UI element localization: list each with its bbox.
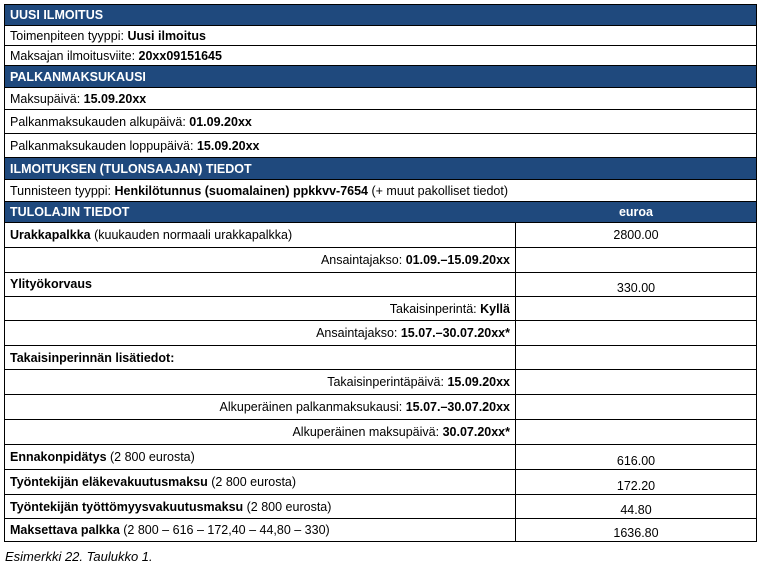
- cell: [5, 445, 516, 469]
- table-caption: Esimerkki 22. Taulukko 1.: [5, 549, 153, 564]
- header-new-report: [5, 5, 756, 25]
- cell: [5, 395, 516, 419]
- value: 15.07.–30.07.20xx*: [400, 326, 510, 340]
- section-header: UUSI ILMOITUS: [10, 8, 104, 22]
- note: (2 800 – 616 – 172,40 – 44,80 – 330): [119, 523, 330, 537]
- value: 20xx09151645: [138, 48, 222, 63]
- cell: [5, 519, 516, 541]
- income-name: Työntekijän työttömyysvakuutusmaksu: [10, 499, 244, 514]
- label: Maksupäivä:: [10, 91, 84, 106]
- row-piecework: [5, 222, 756, 247]
- cell: [5, 370, 516, 394]
- currency-header: euroa: [618, 205, 654, 219]
- cell: [5, 321, 516, 345]
- header-pay-period: [5, 65, 756, 87]
- row-recovery-info: [5, 345, 756, 369]
- empty-cell: [516, 297, 756, 320]
- empty-cell: [516, 370, 756, 394]
- subheading: Takaisinperinnän lisätiedot:: [10, 350, 175, 365]
- empty-cell: [516, 346, 756, 369]
- note: (2 800 eurosta): [106, 450, 195, 464]
- cell: [5, 297, 516, 320]
- value: 15.09.20xx: [196, 138, 260, 153]
- row-recovery: [5, 296, 756, 320]
- header-recipient: [5, 157, 756, 179]
- label: Takaisinperintäpäivä:: [327, 375, 448, 389]
- row-period-start: [5, 109, 756, 133]
- amount: 330.00: [616, 281, 656, 295]
- label: Toimenpiteen tyyppi:: [10, 28, 128, 43]
- cell: [5, 88, 756, 109]
- value: 30.07.20xx*: [442, 425, 510, 439]
- row-payer-reference: [5, 45, 756, 65]
- label: Alkuperäinen palkanmaksukausi:: [219, 400, 406, 414]
- value: Kyllä: [480, 301, 510, 316]
- value: 15.09.20xx: [447, 375, 510, 389]
- value: 15.09.20xx: [83, 91, 147, 106]
- empty-cell: [516, 395, 756, 419]
- row-original-period: [5, 394, 756, 419]
- label: Ansaintajakso:: [316, 326, 401, 340]
- income-name: Ennakonpidätys: [10, 450, 107, 464]
- row-piecework-period: [5, 247, 756, 272]
- empty-cell: [516, 321, 756, 345]
- row-original-pay-date: [5, 419, 756, 444]
- amount: 172.20: [616, 479, 656, 493]
- cell: [5, 273, 516, 296]
- section-header: PALKANMAKSUKAUSI: [10, 69, 146, 84]
- amount: 44.80: [620, 503, 652, 517]
- row-unemployment: [5, 494, 756, 518]
- row-pay-date: [5, 87, 756, 109]
- cell: [5, 134, 756, 157]
- label: Ansaintajakso:: [320, 253, 406, 267]
- section-header: TULOLAJIN TIEDOT: [5, 202, 516, 222]
- report-table: [4, 4, 757, 542]
- income-name: Ylityökorvaus: [10, 277, 92, 291]
- cell: [5, 420, 516, 444]
- value: 15.07.–30.07.20xx: [405, 400, 510, 414]
- cell: [5, 110, 756, 133]
- header-income-type: [5, 201, 756, 222]
- note: (2 800 eurosta): [207, 475, 297, 489]
- section-header: ILMOITUKSEN (TULONSAAJAN) TIEDOT: [10, 161, 252, 176]
- label: Alkuperäinen maksupäivä:: [292, 425, 443, 439]
- row-overtime: [5, 272, 756, 296]
- row-withholding: [5, 444, 756, 469]
- value: 01.09.20xx: [189, 114, 252, 129]
- cell: [5, 346, 516, 369]
- note: (+ muut pakolliset tiedot): [368, 183, 509, 198]
- amount: 616.00: [616, 454, 656, 468]
- note: (kuukauden normaali urakkapalkka): [90, 228, 293, 242]
- value: 01.09.–15.09.20xx: [405, 253, 510, 267]
- empty-cell: [516, 420, 756, 444]
- row-net-pay: [5, 518, 756, 541]
- label: Palkanmaksukauden alkupäivä:: [10, 114, 190, 129]
- value: Uusi ilmoitus: [127, 28, 206, 43]
- value: Henkilötunnus (suomalainen) ppkkvv-7654: [114, 183, 369, 198]
- income-name: Urakkapalkka: [10, 228, 91, 242]
- row-action-type: [5, 25, 756, 45]
- income-name: Maksettava palkka: [10, 523, 120, 537]
- income-name: Työntekijän eläkevakuutusmaksu: [10, 475, 208, 489]
- row-recovery-date: [5, 369, 756, 394]
- cell: [5, 223, 516, 247]
- label: Palkanmaksukauden loppupäivä:: [10, 138, 197, 153]
- cell: [5, 26, 756, 45]
- row-pension: [5, 469, 756, 494]
- cell: [5, 248, 516, 272]
- note: (2 800 eurosta): [243, 499, 332, 514]
- amount: 1636.80: [613, 526, 659, 540]
- row-overtime-period: [5, 320, 756, 345]
- row-period-end: [5, 133, 756, 157]
- label: Tunnisteen tyyppi:: [10, 183, 115, 198]
- label: Takaisinperintä:: [389, 301, 481, 316]
- cell: [5, 46, 756, 65]
- cell: [5, 180, 756, 201]
- row-identifier: [5, 179, 756, 201]
- label: Maksajan ilmoitusviite:: [10, 48, 139, 63]
- cell: [5, 495, 516, 518]
- cell: [5, 470, 516, 494]
- empty-cell: [516, 248, 756, 272]
- amount: 2800.00: [613, 228, 659, 242]
